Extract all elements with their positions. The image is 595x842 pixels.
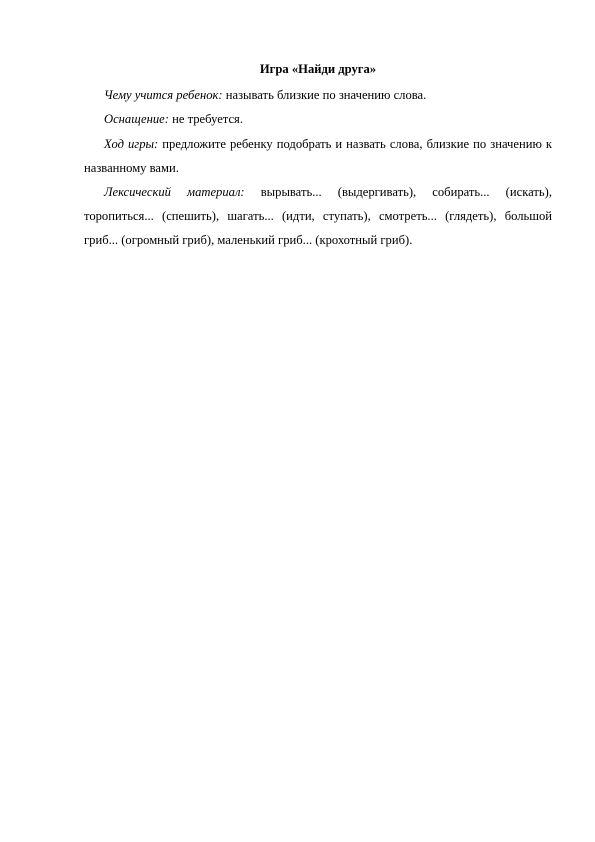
document-body [84, 57, 552, 253]
paragraph-label: Оснащение: [104, 112, 169, 127]
paragraph-text: не требуется. [172, 112, 243, 127]
paragraph-label: Чему учится ребенок: [104, 88, 223, 103]
paragraph-game-procedure [84, 132, 552, 180]
paragraph-lexical-material [84, 180, 552, 253]
document-title: Игра «Найди друга» [259, 62, 377, 76]
paragraph-equipment [84, 107, 552, 131]
paragraph-label: Ход игры: [104, 136, 159, 151]
paragraph-text: предложите ребенку подобрать и назвать слова, близкие по значению к названному вами. [84, 136, 553, 175]
paragraph-text: вырывать... (выдергивать), собирать... (искать), торопиться... (спешить), шагать... (идти, ступать), смотреть... (глядеть), большой гриб... (огромный гриб), маленький гриб... (крохотный гриб). [84, 185, 552, 248]
paragraph-label: Лексический материал: [104, 185, 245, 200]
paragraph-learning-goal [84, 83, 552, 107]
paragraph-text: называть близкие по значению слова. [225, 88, 427, 103]
